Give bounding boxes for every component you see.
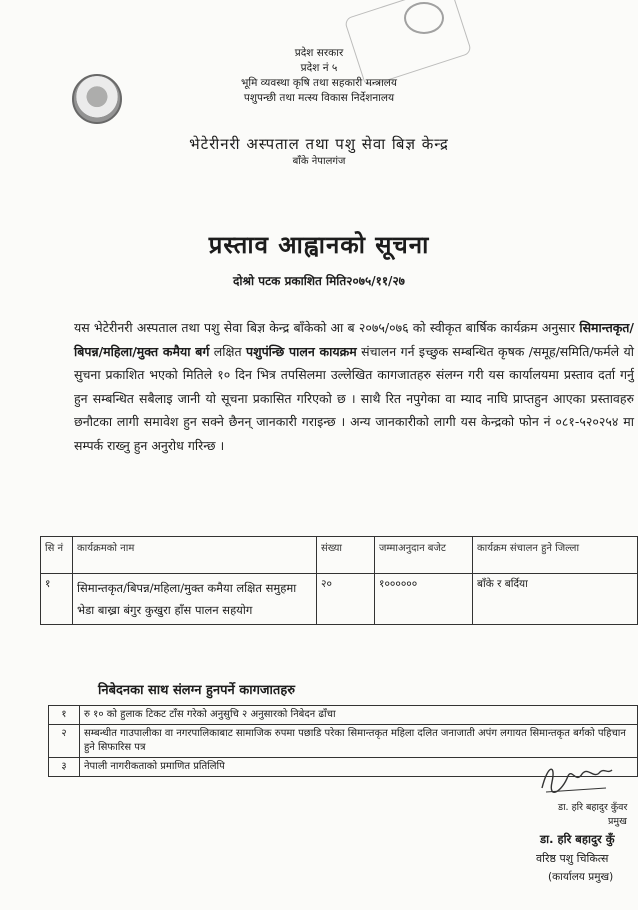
- doc-text: रु १० को हुलाक टिकट टाँस गरेको अनुसुचि २ अनुसारको निबेदन ढाँचा: [80, 706, 638, 725]
- cell-district: बाँके र बर्दिया: [473, 574, 638, 625]
- header-program-name: कार्यक्रमको नाम: [73, 537, 317, 574]
- header-line-province-no: प्रदेश नं ५: [300, 62, 338, 74]
- handwritten-signature-icon: [536, 758, 616, 798]
- body-bold-program: पशुपंन्छि पालन कायक्रम: [245, 343, 357, 359]
- notice-title: प्रस्ताव आह्वानको सूचना: [208, 231, 430, 259]
- cell-program-name: सिमान्तकृत/बिपन्न/महिला/मुक्त कमैया लक्षित समुहमा भेडा बाख्रा बंगुर कुखुरा हाँस पालन सहयोग: [73, 574, 317, 625]
- signatory-name: डा. हरि बहादुर कुँ: [540, 832, 615, 846]
- list-item: [49, 725, 638, 758]
- organization-location: बाँके नेपालगंज: [292, 156, 346, 167]
- body-text-2: लक्षित: [209, 343, 246, 359]
- program-table: [40, 536, 638, 625]
- list-item: [49, 706, 638, 725]
- body-bold-target-group: सिमान्तकृत/बिपन्न/महिला/मुक्त कमैया बर्ग: [74, 320, 634, 359]
- doc-sn: २: [49, 725, 80, 758]
- header-line-province-govt: प्रदेश सरकार: [294, 47, 344, 59]
- table-row: [41, 574, 638, 625]
- signatory-role-small: प्रमुख: [608, 816, 627, 827]
- body-text-3: संचालन गर्न इच्छुक सम्बन्धित कृषक /समूह/समिति/फर्मले यो सुचना प्रकाशित भएको मितिले १० दिन भित्र तपसिलमा उल्लेखित कागजातहरु संलग्न गरी यस कार्यालयमा प्रस्ताव दर्ता गर्नु हुन सम्बन्धित सबैलाइ जानी यो सूचना प्रकासित गरिएको छ । साथै रित नपुगेका वा म्याद नाघि प्राप्तहुन आएका प्रस्तावहरु छनौटका लागी समावेश हुन सक्ने छैनन् जानकारी गराइन्छ । अन्य जानकारीको लागी यस केन्द्रको फोन नं ०८१-५२०२५४ मा सम्पर्क राख्नु हुन अनुरोध गरिन्छ ।: [74, 343, 634, 453]
- doc-text: नेपाली नागरीकताको प्रमाणित प्रतिलिपि: [80, 758, 638, 777]
- header-district: कार्यक्रम संचालन हुने जिल्ला: [473, 537, 638, 574]
- header-quantity: संख्या: [317, 537, 375, 574]
- header-sn: सि नं: [41, 537, 73, 574]
- doc-text: सम्बन्धीत गाउपालीका वा नगरपालिकाबाट सामाजिक रुपमा पछाडि परेका सिमान्तकृत महिला दलित जनाजाती अपंग लगायत सिमान्तकृत बर्गको पहिचान हुने सिफारिस पत्र: [80, 725, 638, 758]
- doc-sn: १: [49, 706, 80, 725]
- signatory-name-small: डा. हरि बहादुर कुँवर: [558, 802, 628, 813]
- stamp-seal-icon: [404, 2, 444, 34]
- header-line-ministry: भूमि व्यवस्था कृषि तथा सहकारी मन्त्रालय: [240, 77, 398, 89]
- notice-subtitle: दोश्रो पटक प्रकाशित मिति२०७५/११/२७: [233, 274, 405, 288]
- notice-body: [74, 316, 634, 457]
- signatory-designation: वरिष्ठ पशु चिकित्स: [536, 852, 609, 865]
- signatory-office-role: (कार्यालय प्रमुख): [548, 871, 614, 883]
- documents-title: निबेदनका साथ संलग्न हुनपर्ने कागजातहरु: [98, 683, 295, 698]
- cell-sn: १: [41, 574, 73, 625]
- cell-quantity: २०: [317, 574, 375, 625]
- letterhead: [0, 46, 638, 106]
- body-text-1: यस भेटेरीनरी अस्पताल तथा पशु सेवा बिज्ञ केन्द्र बाँकेको आ ब २०७५/०७६ को स्वीकृत बार्षिक कार्यक्रम अनुसार: [74, 320, 580, 335]
- organization-name: भेटेरीनरी अस्पताल तथा पशु सेवा बिज्ञ केन्द्र: [189, 135, 449, 153]
- header-budget: जम्माअनुदान बजेट: [375, 537, 473, 574]
- cell-budget: १००००००: [375, 574, 473, 625]
- table-header-row: [41, 537, 638, 574]
- doc-sn: ३: [49, 758, 80, 777]
- header-line-directorate: पशुपन्छी तथा मत्स्य विकास निर्देशनालय: [243, 92, 395, 104]
